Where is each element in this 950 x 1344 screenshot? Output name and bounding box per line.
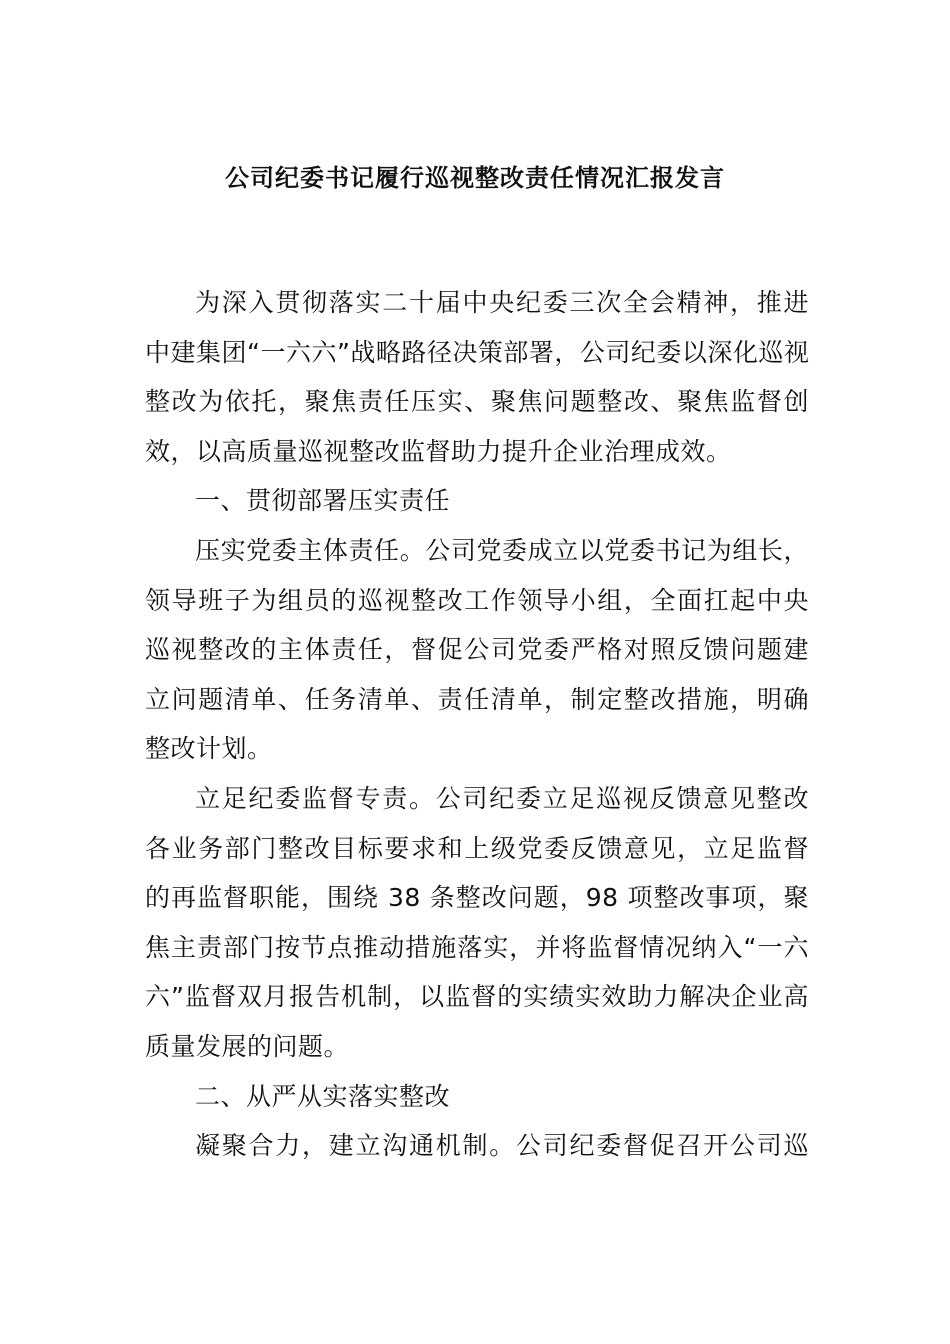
- section-heading: 二、从严从实落实整改: [195, 1081, 451, 1111]
- paragraph-line: 领导班子为组员的巡视整改工作领导小组，全面扛起中央: [145, 585, 809, 615]
- document-body: [145, 278, 809, 1171]
- paragraph-line: 整改为依托，聚焦责任压实、聚焦问题整改、聚焦监督创: [145, 387, 809, 417]
- paragraph-line: 的再监督职能，围绕 38 条整改问题，98 项整改事项，聚: [145, 883, 809, 913]
- paragraph-line: 为深入贯彻落实二十届中央纪委三次全会精神，推进: [195, 288, 809, 317]
- paragraph-line: 整改计划。: [145, 734, 273, 764]
- document-title: 公司纪委书记履行巡视整改责任情况汇报发言: [225, 164, 725, 192]
- paragraph-line: 立问题清单、任务清单、责任清单，制定整改措施，明确: [145, 684, 809, 714]
- paragraph-line: 凝聚合力，建立沟通机制。公司纪委督促召开公司巡: [195, 1131, 809, 1161]
- paragraph-line: 立足纪委监督专责。公司纪委立足巡视反馈意见整改: [195, 783, 809, 813]
- paragraph-line: 巡视整改的主体责任，督促公司党委严格对照反馈问题建: [145, 635, 809, 665]
- paragraph-line: 各业务部门整改目标要求和上级党委反馈意见，立足监督: [145, 833, 809, 863]
- paragraph-line: 压实党委主体责任。公司党委成立以党委书记为组长，: [195, 535, 809, 565]
- paragraph-line: 焦主责部门按节点推动措施落实，并将监督情况纳入“一六: [145, 932, 809, 962]
- paragraph-line: 质量发展的问题。: [145, 1031, 350, 1061]
- paragraph-line: 六”监督双月报告机制，以监督的实绩实效助力解决企业高: [145, 982, 809, 1012]
- section-heading: 一、贯彻部署压实责任: [195, 486, 451, 516]
- paragraph-line: 效，以高质量巡视整改监督助力提升企业治理成效。: [145, 436, 732, 466]
- paragraph-line: 中建集团“一六六”战略路径决策部署，公司纪委以深化巡视: [145, 337, 810, 367]
